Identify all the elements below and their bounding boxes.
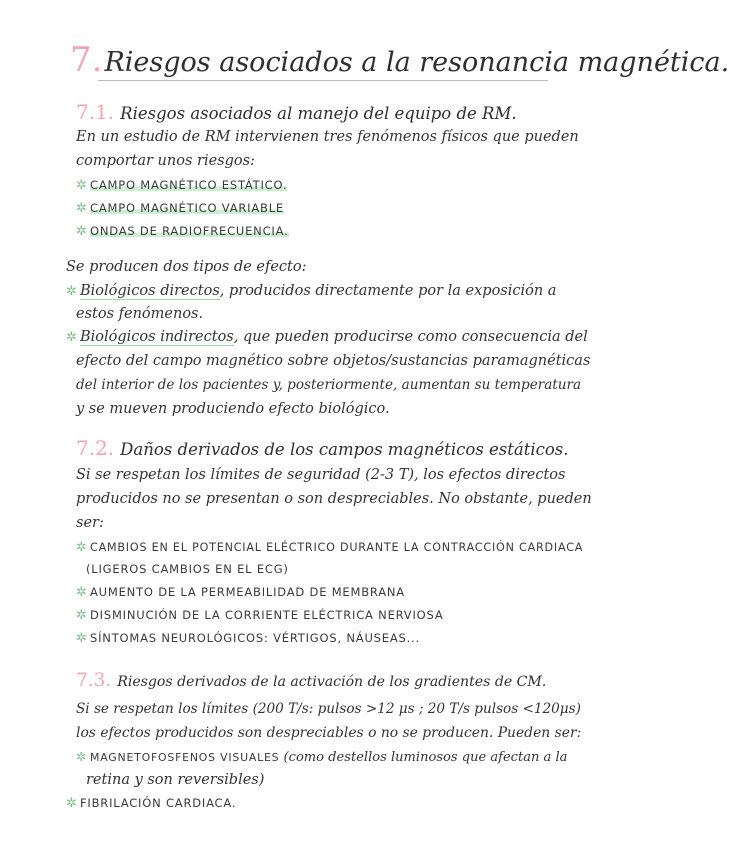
section-heading-7-1 <box>76 100 517 124</box>
list-item <box>76 176 287 195</box>
list-item-text: FIBRILACIÓN CARDIACA. <box>80 796 237 810</box>
list-item <box>76 748 567 767</box>
list-item-text: (LIGEROS CAMBIOS EN EL ECG) <box>86 562 289 576</box>
effect-term: Biológicos indirectos <box>80 329 234 345</box>
bullet-star-icon: ✲ <box>66 330 77 345</box>
list-item <box>76 199 284 218</box>
section-heading-7-3 <box>76 670 546 691</box>
section-number: 7.3. <box>76 670 112 691</box>
list-item <box>66 328 588 347</box>
list-item-detail: (como destellos luminosos que afectan a la <box>279 750 568 765</box>
section-heading-text: Daños derivados de los campos magnéticos estáticos. <box>120 440 569 459</box>
list-item-continuation: retina y son reversibles) <box>86 772 265 788</box>
bullet-star-icon: ✲ <box>76 750 87 764</box>
list-item <box>76 583 405 602</box>
list-item-text: AUMENTO DE LA PERMEABILIDAD DE MEMBRANA <box>90 585 405 599</box>
effects-intro: Se producen dos tipos de efecto: <box>66 259 307 275</box>
list-item-text: MAGNETOFOSFENOS VISUALES <box>90 751 280 764</box>
bullet-star-icon: ✲ <box>76 224 87 239</box>
section-number: 7.1. <box>76 100 115 124</box>
list-item <box>76 222 289 241</box>
body-line: los efectos producidos son despreciables o no se producen. Pueden ser: <box>76 725 582 741</box>
list-item <box>76 538 583 557</box>
effect-continuation: estos fenómenos. <box>76 306 204 322</box>
effect-continuation: y se mueven produciendo efecto biológico. <box>76 401 390 417</box>
bullet-star-icon: ✲ <box>66 796 77 811</box>
body-line: ser: <box>76 515 104 531</box>
bullet-star-icon: ✲ <box>76 539 87 554</box>
effect-continuation: del interior de los pacientes y, posteriormente, aumentan su temperatura <box>76 377 582 393</box>
intro-line: En un estudio de RM intervienen tres fenómenos físicos que pueden <box>76 129 579 145</box>
list-item-text: CAMBIOS EN EL POTENCIAL ELÉCTRICO DURANTE LA CONTRACCIÓN CARDIACA <box>90 541 584 554</box>
bullet-star-icon: ✲ <box>76 585 87 600</box>
effect-description: , que pueden producirse como consecuencia del <box>233 329 588 345</box>
title-underline <box>98 80 548 81</box>
intro-line: comportar unos riesgos: <box>76 153 255 169</box>
effect-continuation: efecto del campo magnético sobre objetos/sustancias paramagnéticas <box>76 353 591 369</box>
title-text: Riesgos asociados a la resonancia magnética. <box>104 47 729 78</box>
section-heading-text: Riesgos asociados al manejo del equipo de RM. <box>120 104 517 123</box>
list-item <box>76 629 420 648</box>
list-item-text: CAMPO MAGNÉTICO ESTÁTICO. <box>90 178 288 192</box>
bullet-star-icon: ✲ <box>76 608 87 623</box>
page-title <box>70 40 729 80</box>
list-item-text: DISMINUCIÓN DE LA CORRIENTE ELÉCTRICA NERVIOSA <box>90 608 444 622</box>
bullet-star-icon: ✲ <box>76 631 87 646</box>
list-item <box>76 606 444 625</box>
list-item-text: CAMPO MAGNÉTICO VARIABLE <box>90 201 284 215</box>
list-item <box>66 794 236 813</box>
effect-term: Biológicos directos <box>80 283 220 299</box>
section-heading-text: Riesgos derivados de la activación de los gradientes de CM. <box>117 674 547 690</box>
section-number: 7.2. <box>76 436 115 460</box>
title-number: 7. <box>70 40 103 80</box>
bullet-star-icon: ✲ <box>76 201 87 216</box>
effect-description: , producidos directamente por la exposición a <box>219 283 557 299</box>
list-item <box>66 282 556 301</box>
list-item-continuation <box>86 560 289 578</box>
list-item-text: SÍNTOMAS NEUROLÓGICOS: VÉRTIGOS, NÁUSEAS... <box>90 631 420 645</box>
section-heading-7-2 <box>76 436 569 460</box>
bullet-star-icon: ✲ <box>66 284 77 299</box>
body-line: Si se respetan los límites de seguridad (2-3 T), los efectos directos <box>76 467 566 483</box>
bullet-star-icon: ✲ <box>76 178 87 193</box>
list-item-text: ONDAS DE RADIOFRECUENCIA. <box>90 224 289 238</box>
body-line: Si se respetan los límites (200 T/s: pulsos >12 μs ; 20 T/s pulsos <120μs) <box>76 701 581 717</box>
body-line: producidos no se presentan o son despreciables. No obstante, pueden <box>76 491 592 507</box>
